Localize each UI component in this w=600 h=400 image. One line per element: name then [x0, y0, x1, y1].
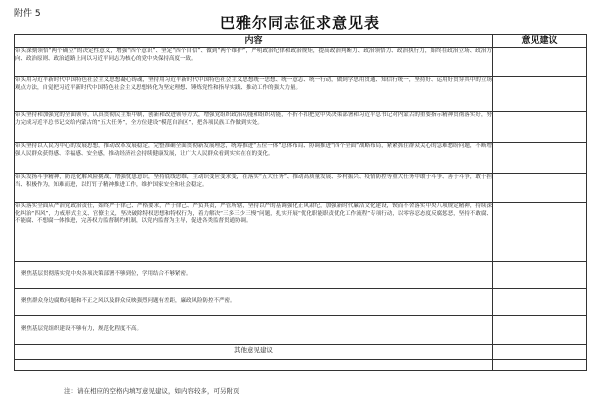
attachment-label: 附件 5: [14, 9, 41, 19]
content-cell: 聚焦群众身边腐败问题和不正之风以及群众反映强烈问题有差距，廉政风险防控不严密。: [15, 289, 493, 316]
table-row: [15, 174, 587, 203]
opinion-input-cell[interactable]: [493, 48, 587, 77]
table-row: [15, 262, 587, 289]
table-header-row: [15, 35, 587, 48]
content-cell: 带头坚持和加强党的全面领导，认真贯彻民主集中制，创新和改进领导方式，增强党组织政治功能和组织功能，不折不扣把党中央决策部署和习近平总书记对内蒙古的重要指示精神贯彻落实好，努力完成习近平总书记交给内蒙古的“五大任务”，全方位建设“模范自治区”，把各项民族工作做到实处。: [15, 112, 493, 143]
table-row: [15, 289, 587, 316]
table-row: [15, 316, 587, 345]
table-row: [15, 112, 587, 143]
opinion-column-header: 意见建议: [493, 35, 587, 48]
content-cell: 聚焦基层党组织建设不够有力，规范化程度不高。: [15, 316, 493, 345]
other-suggestions-label: 其他意见建议: [15, 345, 493, 360]
opinion-input-cell[interactable]: [493, 143, 587, 174]
opinion-input-cell[interactable]: [493, 345, 587, 360]
other-suggestions-input-row: [15, 360, 587, 371]
other-suggestions-input[interactable]: [15, 360, 493, 371]
opinion-input-cell[interactable]: [493, 174, 587, 203]
table-row: [15, 203, 587, 262]
opinion-input-cell[interactable]: [493, 316, 587, 345]
other-suggestions-row: [15, 345, 587, 360]
table-row: [15, 143, 587, 174]
content-cell: 聚焦基层贯彻落实党中央各项决策部署不够到位，学用结合不够紧密。: [15, 262, 493, 289]
opinion-input-cell[interactable]: [493, 77, 587, 112]
table-row: [15, 48, 587, 77]
content-cell: 带头坚持以人民为中心的发展思想，推动改革发展稳定，完整准确全面贯彻新发展理念，统筹推进“五位一体”总体布局、协调推进“四个全面”战略布局，紧紧抓住群众关心的急难愁盼问题，不断增强人民群众获得感、幸福感、安全感，推动经济社会持续健康发展，让广大人民群众看到实实在在的变化。: [15, 143, 493, 174]
opinion-input-cell[interactable]: [493, 203, 587, 262]
content-cell: 带头落实全面从严治党政治责任，始终严于律己、严格要求，严于律己、严负其责，严管所辖，坚持以严的基调强化正风肃纪，加强新时代廉洁文化建设，锲而不舍落实中央八项规定精神，持续深化纠治“四风”，力戒形式主义、官僚主义，坚决破除特权思想和特权行为，着力解决“三多三少三慢”问题，扎实开展“优化职能职责优化工作流程”专项行动，以零容忍态度反腐惩恶，坚持不敢腐、不能腐、不想腐一体推进，完善权力监督制约机制，以党内监督为主导，促进各类监督贯通协调。: [15, 203, 493, 262]
opinion-input-cell[interactable]: [493, 289, 587, 316]
opinion-input-cell[interactable]: [493, 360, 587, 371]
content-cell: 带头用习近平新时代中国特色社会主义思想凝心铸魂，坚持用习近平新时代中国特色社会主义思想统一思想、统一意志、统一行动，做到学思用贯通、知信行统一，坚持好、运用好贯穿其中的立场观点方法，自觉把习近平新时代中国特色社会主义思想转化为坚定理想、锤炼党性和指导实践、推动工作的强大力量。: [15, 77, 493, 112]
opinion-input-cell[interactable]: [493, 262, 587, 289]
page-title: 巴雅尔同志征求意见表: [219, 14, 380, 32]
content-cell: 带头深刻领悟“两个确立”的决定性意义，增强“四个意识”、坚定“四个自信”、做到“两个维护”，严明政治纪律和政治规矩，提高政治判断力、政治领悟力、政治执行力，始终在政治立场、政治方向、政治原则、政治道路上同以习近平同志为核心的党中央保持高度一致。: [15, 48, 493, 77]
opinion-input-cell[interactable]: [493, 112, 587, 143]
footnote: 注：请在相应的空格内填写意见建议，如内容较多，可另附页: [64, 387, 240, 395]
content-cell: 带头发扬斗争精神，防范化解风险挑战，增强忧患意识，坚持底线思维，主动识变应变求变，在落实“五大任务”、推动高质量发展、乡村振兴、疫情防控等重大任务中敢于斗争、善于斗争，敢于担当、积极作为，知难而进，以钉钉子精神推进工作，维护国家安全和社会稳定。: [15, 174, 493, 203]
content-column-header: 内容: [15, 35, 493, 48]
table-row: [15, 77, 587, 112]
opinion-form-table: [14, 34, 587, 371]
